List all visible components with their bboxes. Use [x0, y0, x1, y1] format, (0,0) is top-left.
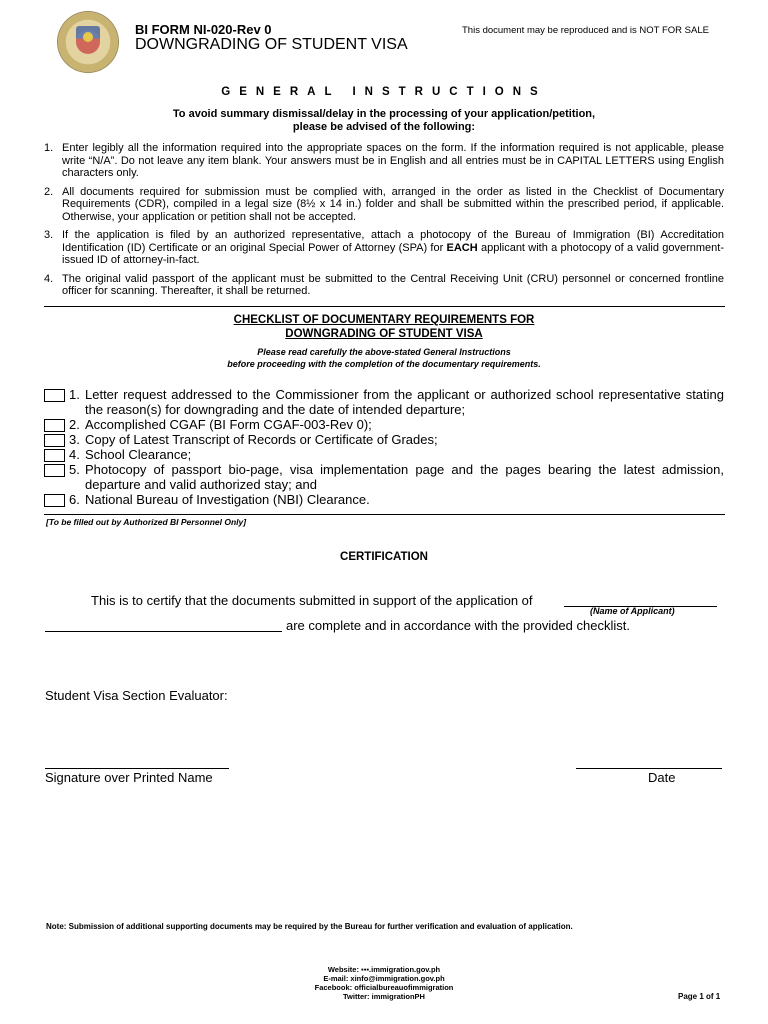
certification-statement-line-2: are complete and in accordance with the provided checklist.: [286, 618, 630, 633]
requirement-text: Accomplished CGAF (BI Form CGAF-003-Rev 0);: [85, 417, 372, 432]
requirement-item: [44, 462, 724, 492]
evaluator-label: Student Visa Section Evaluator:: [45, 688, 228, 703]
checklist-heading-line-1: CHECKLIST OF DOCUMENTARY REQUIREMENTS FOR: [233, 314, 535, 326]
requirement-number: 4.: [69, 447, 80, 462]
section-divider: [44, 306, 725, 307]
footer-twitter: Twitter: immigrationPH: [343, 992, 425, 1001]
instruction-item: [44, 186, 724, 224]
contact-footer: [0, 965, 768, 1001]
checklist-note-line-2: before proceeding with the completion of the documentary requirements.: [227, 359, 541, 369]
instruction-text-part: If the application is filed by an authorized representative, attach a photocopy of the Bureau of Immigration (BI) Accreditation Identification (ID) Certificate or an original Special Power of Attorney (SPA) for: [62, 229, 724, 254]
requirement-item: [44, 432, 724, 447]
requirement-number: 2.: [69, 417, 80, 432]
instruction-number: 4.: [44, 272, 54, 285]
instruction-text: Enter legibly all the information required into the appropriate spaces on the form. If the information required is not applicable, please write “N/A”. Do not leave any item blank. Your answers must be in English and all entries must be in CAPITAL LETTERS using English characters only.: [62, 142, 724, 179]
footnote: Note: Submission of additional supporting documents may be required by the Bureau for further verification and evaluation of application.: [46, 922, 573, 931]
requirement-checkbox[interactable]: [44, 464, 65, 477]
requirement-text: School Clearance;: [85, 447, 192, 462]
requirement-item: [44, 387, 724, 417]
requirement-checkbox[interactable]: [44, 389, 65, 402]
instruction-text-part: applicant with a photocopy of a valid government-issued ID of attorney-in-fact.: [62, 241, 725, 266]
instruction-text: The original valid passport of the applicant must be submitted to the Central Receiving Unit (CRU) personnel or concerned frontline officer for scanning. Thereafter, it shall be returned.: [62, 272, 724, 297]
requirement-text: National Bureau of Investigation (NBI) Clearance.: [85, 492, 370, 507]
applicant-name-label: (Name of Applicant): [590, 606, 675, 616]
certification-statement-line-1: This is to certify that the documents submitted in support of the application of: [91, 593, 533, 608]
instruction-item: [44, 142, 724, 180]
requirement-number: 1.: [69, 387, 80, 402]
instruction-list: [44, 142, 724, 304]
date-label: Date: [648, 770, 676, 785]
seal-sun-icon: [83, 32, 93, 42]
subheading-line-2: please be advised of the following:: [292, 121, 476, 133]
requirement-checkbox[interactable]: [44, 494, 65, 507]
personnel-only-note: [To be filled out by Authorized BI Personnel Only]: [46, 517, 247, 527]
checklist-note: [0, 346, 768, 370]
footer-website: Website: ▪▪▪.immigration.gov.ph: [327, 965, 441, 974]
footer-facebook: Facebook: officialbureauofimmigration: [314, 983, 454, 992]
requirement-checkbox[interactable]: [44, 419, 65, 432]
page-number: Page 1 of 1: [678, 992, 721, 1001]
form-number: BI FORM NI-020-Rev 0: [135, 22, 272, 37]
instruction-text: All documents required for submission must be complied with, arranged in the order as listed in the Checklist of Documentary Requirements (CDR), compiled in a legal size (8½ x 14 in.) folder and shall be submitted within the prescribed period, if applicable. Otherwise, your application or petition shall not be accepted.: [62, 185, 724, 223]
instruction-item: [44, 229, 724, 267]
requirement-item: [44, 492, 724, 507]
general-instructions-subheading: [0, 108, 768, 134]
bureau-seal-logo: [58, 12, 118, 72]
checklist-note-line-1: Please read carefully the above-stated General Instructions: [257, 347, 511, 357]
section-divider: [44, 514, 725, 515]
applicant-name-field[interactable]: [564, 592, 717, 607]
footer-email: E-mail: xinfo@immigration.gov.ph: [323, 974, 445, 983]
requirement-text: Photocopy of passport bio-page, visa implementation page and the pages bearing the latest admission, departure and valid authorized stay; and: [85, 462, 724, 492]
instruction-number: 1.: [44, 142, 54, 154]
requirement-item: [44, 447, 724, 462]
checklist-heading-line-2: DOWNGRADING OF STUDENT VISA: [285, 328, 483, 340]
requirements-list: [44, 387, 724, 507]
form-title: DOWNGRADING OF STUDENT VISA: [135, 36, 408, 53]
signature-label: Signature over Printed Name: [45, 770, 213, 785]
instruction-item: [44, 273, 724, 298]
requirement-text: Letter request addressed to the Commissioner from the applicant or authorized school representative stating the reason(s) for downgrading and the date of intended departure;: [85, 387, 724, 417]
requirement-checkbox[interactable]: [44, 449, 65, 462]
instruction-text: [62, 229, 724, 267]
signature-field[interactable]: [45, 756, 229, 769]
applicant-name-continuation-field[interactable]: [45, 617, 282, 632]
instruction-number: 2.: [44, 185, 54, 198]
checklist-heading: [0, 313, 768, 341]
general-instructions-heading: GENERAL INSTRUCTIONS: [221, 86, 547, 98]
date-field[interactable]: [576, 756, 722, 769]
reproduction-note: This document may be reproduced and is NOT FOR SALE: [462, 25, 709, 36]
requirement-number: 3.: [69, 432, 80, 447]
requirement-checkbox[interactable]: [44, 434, 65, 447]
requirement-item: [44, 417, 724, 432]
instruction-number: 3.: [44, 229, 54, 241]
instruction-emphasis: EACH: [446, 241, 478, 254]
subheading-line-1: To avoid summary dismissal/delay in the processing of your application/petition,: [172, 108, 596, 120]
requirement-number: 5.: [69, 462, 80, 477]
requirement-number: 6.: [69, 492, 80, 507]
requirement-text: Copy of Latest Transcript of Records or Certificate of Grades;: [85, 432, 438, 447]
certification-heading: CERTIFICATION: [340, 551, 428, 563]
